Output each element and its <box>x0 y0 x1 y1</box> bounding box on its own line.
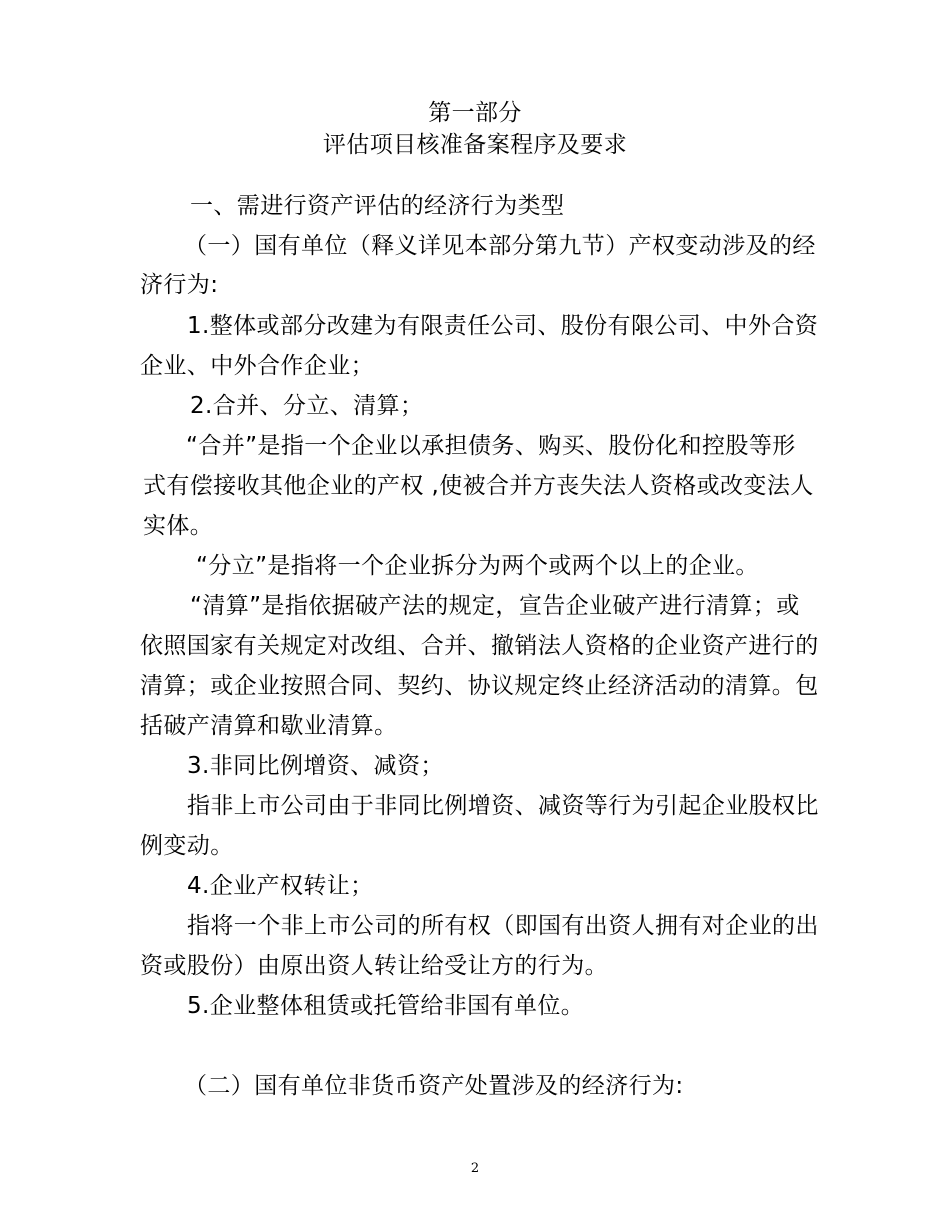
paragraph-line: 济行为: <box>140 272 219 298</box>
split-definition: “分立”是指将一个企业拆分为两个或两个以上的企业。 <box>196 553 759 579</box>
list-item-1: 1.整体或部分改建为有限责任公司、股份有限公司、中外合资 <box>187 313 819 339</box>
list-item-4: 4.企业产权转让； <box>187 873 374 899</box>
paragraph-line: 清算；或企业按照合同、契约、协议规定终止经济活动的清算。包 <box>140 673 819 699</box>
paragraph-line: 企业、中外合作企业； <box>140 353 374 379</box>
paragraph-line: 括破产清算和歇业清算。 <box>140 713 398 739</box>
paragraph-line: 依照国家有关规定对改组、合并、撤销法人资格的企业资产进行的 <box>140 633 819 659</box>
paragraph-line: 实体。 <box>143 513 214 539</box>
list-item-2: 2.合并、分立、清算； <box>190 393 424 419</box>
item-4-definition: 指将一个非上市公司的所有权（即国有出资人拥有对企业的出 <box>187 913 819 939</box>
list-item-3: 3.非同比例增资、减资； <box>187 753 444 779</box>
item-3-definition: 指非上市公司由于非同比例增资、减资等行为引起企业股权比 <box>187 793 819 819</box>
document-subtitle: 评估项目核准备案程序及要求 <box>322 132 628 158</box>
page-number: 2 <box>470 1161 480 1176</box>
subsection-heading-2: （二）国有单位非货币资产处置涉及的经济行为: <box>184 1073 684 1099</box>
paragraph-line: 式有偿接收其他企业的产权 ,使被合并方丧失法人资格或改变法人 <box>143 473 814 499</box>
paragraph-line: 资或股份）由原出资人转让给受让方的行为。 <box>140 953 608 979</box>
merge-definition: “合并”是指一个企业以承担债务、购买、股份化和控股等形 <box>186 433 796 459</box>
section-heading-1: 一、需进行资产评估的经济行为类型 <box>190 193 565 219</box>
liquidation-definition: “清算”是指依据破产法的规定，宣告企业破产进行清算；或 <box>190 593 800 619</box>
document-title: 第一部分 <box>428 100 522 126</box>
list-item-5: 5.企业整体租赁或托管给非国有单位。 <box>187 993 585 1019</box>
paragraph-line: 例变动。 <box>140 833 234 859</box>
subsection-heading-1: （一）国有单位（释义详见本部分第九节）产权变动涉及的经 <box>184 233 816 259</box>
